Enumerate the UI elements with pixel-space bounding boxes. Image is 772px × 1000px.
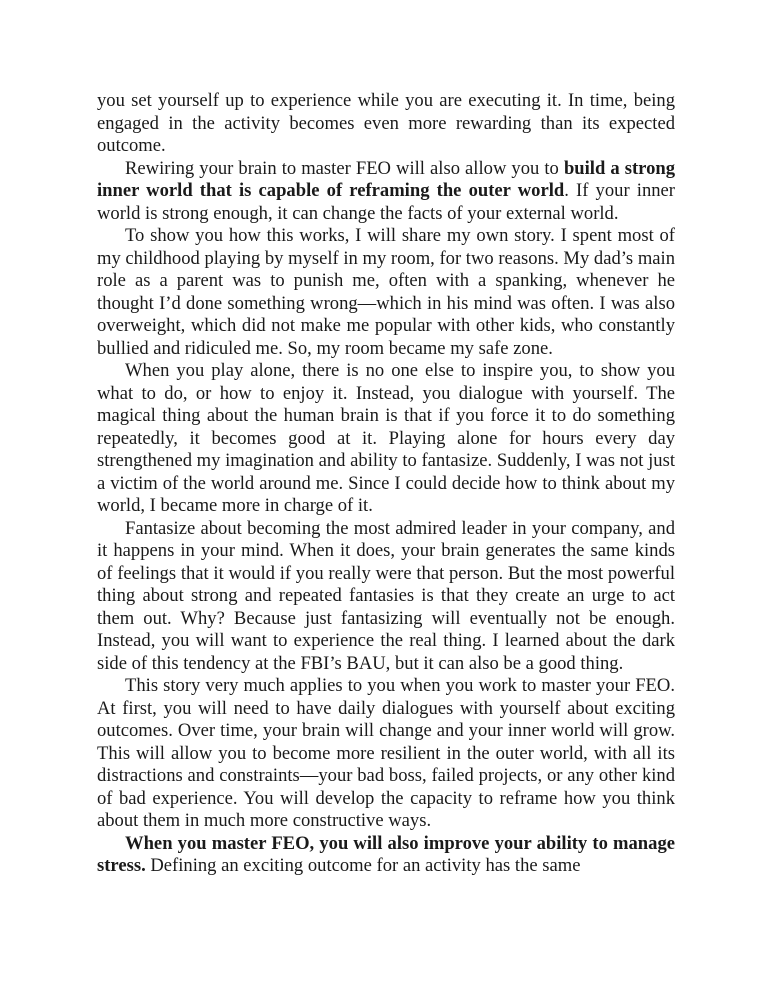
text-run: This story very much applies to you when you work to master your FEO. At first, you will need to have daily dialogues with yourself about exciting outcomes. Over time, your brain will change and your inner world will grow. This will allow you to become more resilient in the outer world, with all its distractions and constraints—your bad boss, failed projects, or any other kind of bad experience. You will develop the capacity to reframe how you think about them in much more constructive ways.	[97, 675, 675, 831]
paragraph-5	[97, 518, 675, 676]
text-run: . If your inner world is strong enough, it can change the facts of your external world.	[97, 180, 675, 224]
paragraph-4	[97, 360, 675, 518]
paragraph-3	[97, 225, 675, 360]
bold-text-run: build a strong inner world that is capable of reframing the outer world	[97, 157, 676, 201]
text-run: Fantasize about becoming the most admired leader in your company, and it happens in your mind. When it does, your brain generates the same kinds of feelings that it would if you really were that person. But the most powerful thing about strong and repeated fantasies is that they create an urge to act them out. Why? Because just fantasizing will eventually not be enough. Instead, you will want to experience the real thing. I learned about the dark side of this tendency at the FBI’s BAU, but it can also be a good thing.	[97, 517, 675, 674]
paragraph-6	[97, 675, 675, 833]
paragraph-7	[97, 833, 675, 878]
text-run: Defining an exciting outcome for an activity has the same	[145, 855, 581, 876]
paragraph-1	[97, 90, 675, 158]
paragraph-2	[97, 158, 675, 226]
text-run: When you play alone, there is no one else to inspire you, to show you what to do, or how to enjoy it. Instead, you dialogue with yourself. The magical thing about the human brain is that if you force it to do something repeatedly, it becomes good at it. Playing alone for hours every day strengthened my imagination and ability to fantasize. Suddenly, I was not just a victim of the world around me. Since I could decide how to think about my world, I became more in charge of it.	[97, 360, 675, 516]
bold-text-run: When you master FEO, you will also improve your ability to manage stress.	[97, 832, 675, 876]
book-page-body	[97, 90, 675, 878]
text-run: you set yourself up to experience while you are executing it. In time, being engaged in the activity becomes even more rewarding than its expected outcome.	[97, 90, 675, 156]
text-run: Rewiring your brain to master FEO will also allow you to	[125, 157, 564, 179]
text-run: To show you how this works, I will share my own story. I spent most of my childhood playing by myself in my room, for two reasons. My dad’s main role as a parent was to punish me, often with a spanking, whenever he thought I’d done something wrong—which in his mind was often. I was also overweight, which did not make me popular with other kids, who constantly bullied and ridiculed me. So, my room became my safe zone.	[97, 225, 675, 359]
